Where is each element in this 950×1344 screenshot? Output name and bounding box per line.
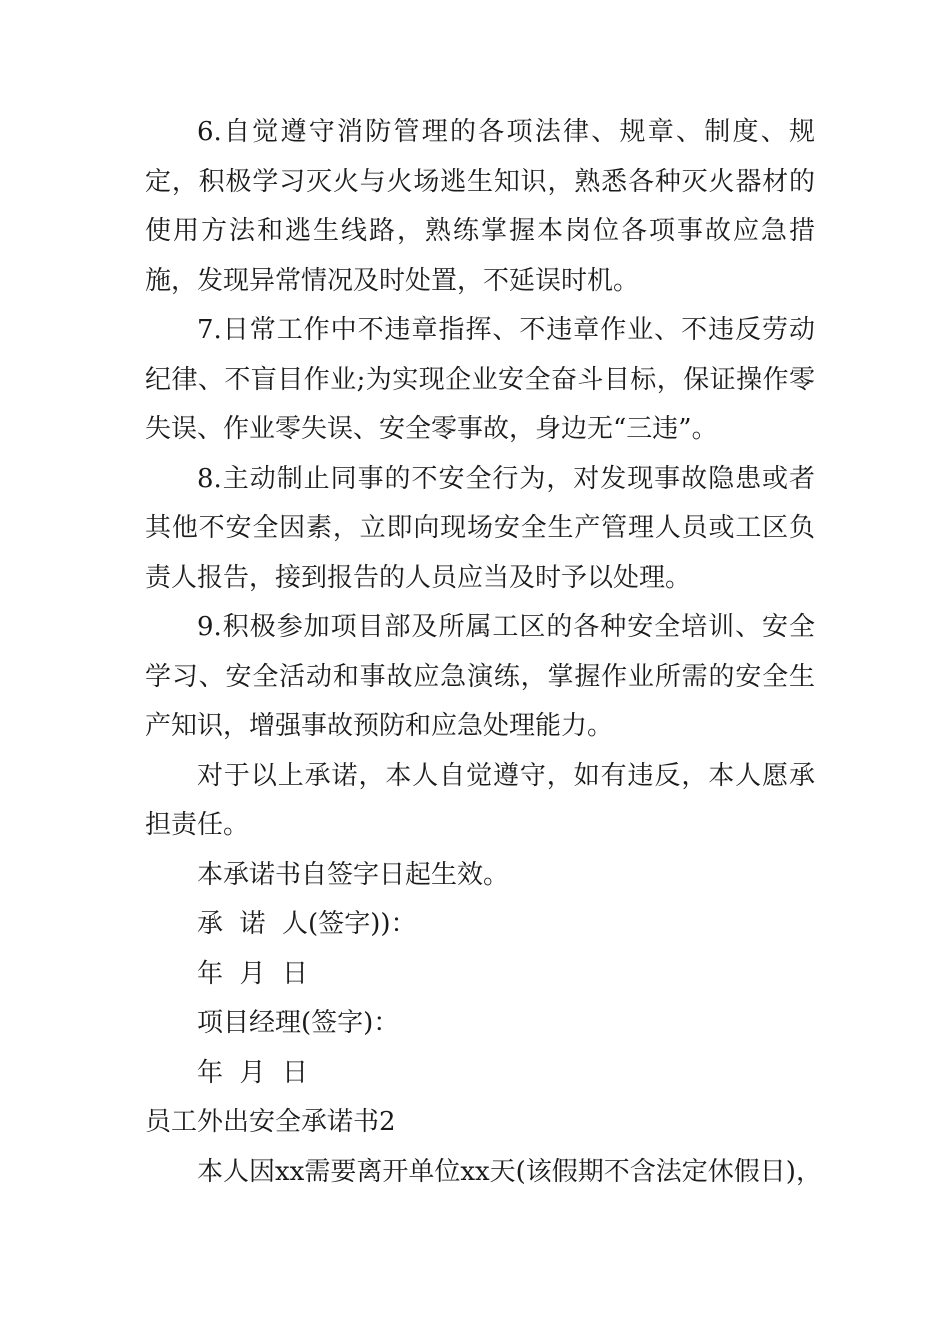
section-2-title: 员工外出安全承诺书2 — [145, 1107, 396, 1137]
closing-statement: 对于以上承诺，本人自觉遵守，如有违反，本人愿承担责任。 — [145, 760, 815, 840]
section-2-first-line: 本人因xx需要离开单位xx天(该假期不含法定休假日)， — [197, 1156, 822, 1187]
signer-signature-line — [145, 900, 815, 950]
manager-date: 年 月 日 — [197, 1057, 309, 1088]
commitment-item-8: 8.主动制止同事的不安全行为，对发现事故隐患或者其他不安全因素，立即向现场安全生产管理人员或工区负责人报告，接到报告的人员应当及时予以处理。 — [145, 463, 815, 593]
manager-signature-line: 项目经理(签字)： — [197, 1008, 400, 1038]
commitment-item-6: 6.自觉遵守消防管理的各项法律、规章、制度、规定，积极学习灭火与火场逃生知识，熟悉各种灭火器材的使用方法和逃生线路，熟练掌握本岗位各项事故应急措施，发现异常情况及时处置，不延误时机。 — [145, 117, 815, 296]
signer-date-line — [145, 950, 815, 1000]
signer-label: 承 诺 人(签字))： — [197, 909, 417, 939]
document-body — [145, 108, 822, 1197]
commitment-item-9: 9.积极参加项目部及所属工区的各种安全培训、安全学习、安全活动和事故应急演练，掌握作业所需的安全生产知识，增强事故预防和应急处理能力。 — [145, 612, 815, 741]
effective-statement: 本承诺书自签字日起生效。 — [197, 859, 510, 890]
commitment-item-7: 7.日常工作中不违章指挥、不违章作业、不违反劳动纪律、不盲目作业;为实现企业安全奋斗目标，保证操作零失误、作业零失误、安全零事故，身边无“三违”。 — [145, 315, 815, 444]
signer-date: 年 月 日 — [197, 958, 309, 989]
manager-date-line — [145, 1049, 815, 1099]
